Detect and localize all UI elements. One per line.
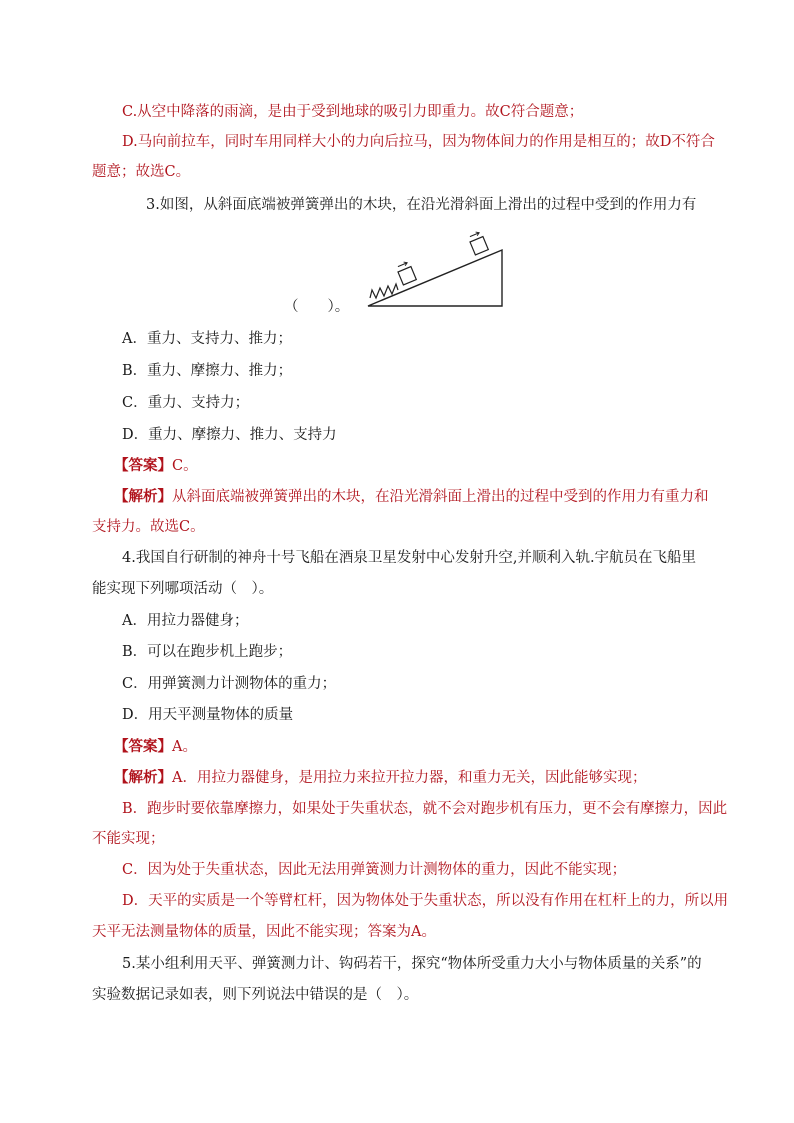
analysis-tag: 【解析】 (114, 769, 172, 786)
block-lower (398, 267, 416, 285)
incline-spring-block-figure (360, 228, 510, 310)
answer-tag: 【答案】 (114, 738, 172, 755)
q4-option-a: A．用拉力器健身； (122, 613, 249, 629)
q5-stem-line2: 实验数据记录如表，则下列说法中错误的是（ ）。 (92, 987, 419, 1003)
q4-stem-line2: 能实现下列哪项活动（ ）。 (92, 581, 274, 597)
q3-answer-blank: （ ）。 (284, 299, 350, 315)
q4-option-c: C．用弹簧测力计测物体的重力； (122, 676, 337, 692)
q3-option-b: B．重力、摩擦力、推力； (122, 363, 293, 379)
q4-analysis-d-line2: 天平无法测量物体的质量，因此不能实现；答案为A。 (92, 924, 436, 940)
q4-analysis-b-line1: B．跑步时要依靠摩擦力，如果处于失重状态，就不会对跑步机有压力，更不会有摩擦力，因此 (122, 801, 728, 817)
analysis-text: 从斜面底端被弹簧弹出的木块，在沿光滑斜面上滑出的过程中受到的作用力有重力和 (172, 489, 709, 505)
q4-analysis-a (114, 768, 646, 788)
answer-tag: 【答案】 (114, 457, 172, 474)
q3-analysis-line2: 支持力。故选C。 (92, 519, 205, 535)
q4-analysis-d-line1: D．天平的实质是一个等臂杠杆，因为物体处于失重状态，所以没有作用在杠杆上的力，所以用 (122, 893, 729, 909)
q4-option-b: B．可以在跑步机上跑步； (122, 644, 293, 660)
analysis-tag: 【解析】 (114, 488, 172, 505)
q3-stem: 3.如图，从斜面底端被弹簧弹出的木块，在沿光滑斜面上滑出的过程中受到的作用力有 (146, 197, 697, 213)
q5-stem-line1: 5.某小组利用天平、弹簧测力计、钩码若干，探究“物体所受重力大小与物体质量的关系”的 (122, 956, 702, 972)
q2-analysis-d-line2: 题意；故选C。 (92, 164, 191, 180)
q4-analysis-b-line2: 不能实现； (92, 831, 165, 847)
q4-stem-line1: 4.我国自行研制的神舟十号飞船在酒泉卫星发射中心发射升空,并顺利入轨.宇航员在飞船里 (122, 550, 697, 566)
answer-value: A。 (172, 739, 197, 755)
answer-value: C。 (172, 458, 198, 474)
incline-triangle (368, 250, 502, 306)
q3-option-d: D．重力、摩擦力、推力、支持力 (122, 427, 337, 443)
analysis-text: A．用拉力器健身，是用拉力来拉开拉力器，和重力无关，因此能够实现； (172, 770, 647, 786)
block-upper (470, 237, 488, 255)
q4-analysis-c: C．因为处于失重状态，因此无法用弹簧测力计测物体的重力，因此不能实现； (122, 862, 627, 878)
q2-analysis-d-line1: D.马向前拉车，同时车用同样大小的力向后拉马，因为物体间力的作用是相互的；故D不符合 (122, 134, 715, 150)
q3-option-a: A．重力、支持力、推力； (122, 331, 292, 347)
q3-option-c: C．重力、支持力； (122, 395, 250, 411)
q3-answer (114, 456, 198, 476)
q3-analysis-line1 (114, 487, 709, 507)
q4-option-d: D．用天平测量物体的质量 (122, 707, 294, 723)
q2-analysis-c: C.从空中降落的雨滴，是由于受到地球的吸引力即重力。故C符合题意； (122, 104, 584, 120)
q4-answer (114, 737, 197, 757)
